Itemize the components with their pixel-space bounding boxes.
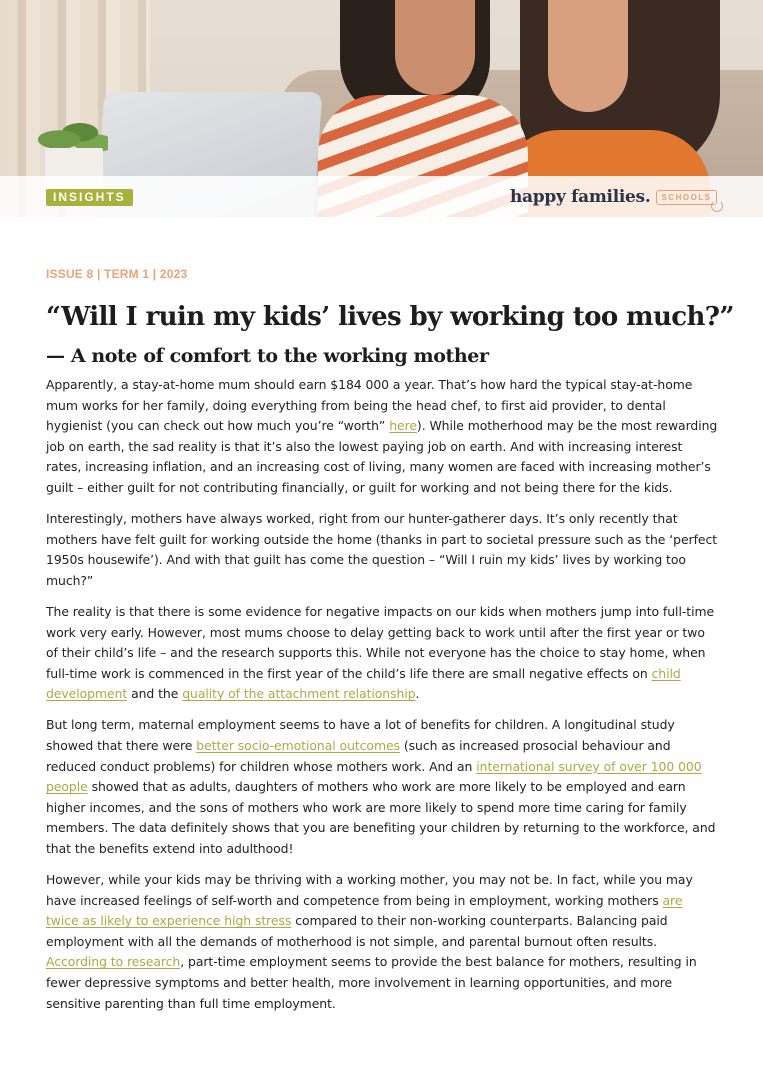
paragraph-2 bbox=[46, 509, 718, 591]
logo-swirl-icon bbox=[711, 200, 723, 212]
paragraph-5 bbox=[46, 870, 718, 1014]
paragraph-1 bbox=[46, 375, 718, 499]
logo-schools-text: SCHOOLS bbox=[661, 192, 712, 202]
logo-schools-tag bbox=[656, 190, 716, 205]
link-international-survey[interactable]: international survey of over 100 000 people bbox=[46, 758, 702, 795]
article-body bbox=[46, 375, 718, 1025]
issue-line: ISSUE 8 | TERM 1 | 2023 bbox=[46, 267, 188, 281]
p2-text-a: Interestingly, mothers have always worked, right from our hunter-gatherer days. It’s only recently that mothers have felt guilt for working outside the home (thanks in part to societal pressure such as the ‘perfect 1950s housewife’). And with that guilt has come the question – “Will I ruin my kids’ lives by working too much?” bbox=[46, 511, 718, 588]
happy-families-logo bbox=[510, 184, 717, 210]
p3-text-a: The reality is that there is some evidence for negative impacts on our kids when mothers jump into full-time work very early. However, most mums choose to delay getting back to work until after the first year or two of their child’s life – and the research supports this. While not everyone has the choice to stay home, when full-time work is commenced in the first year of the child’s life there are small negative effects on bbox=[46, 603, 715, 681]
link-child-development[interactable]: child development bbox=[46, 665, 681, 702]
article-title: “Will I ruin my kids’ lives by working too much?” bbox=[46, 302, 734, 332]
insights-badge: INSIGHTS bbox=[46, 189, 133, 206]
p4-text-b: (such as increased prosocial behaviour and reduced conduct problems) for children whose mothers work. And an bbox=[46, 738, 671, 774]
logo-wordmark: happy families. bbox=[510, 187, 651, 207]
p5-text-a: However, while your kids may be thriving with a working mother, you may not be. In fact, while you may have increased feelings of self-worth and competence from being in employment, working mothers bbox=[46, 872, 693, 908]
p1-text-a: Apparently, a stay-at-home mum should earn $184 000 a year. That’s how hard the typical stay-at-home mum works for her family, doing everything from being the head chef, to first aid provider, to dental hygienist (you can check out how much you’re “worth” bbox=[46, 377, 693, 434]
p5-text-c: , part-time employment seems to provide the best balance for mothers, resulting in fewer depressive symptoms and better health, more involvement in learning opportunities, and more sensitive parenting than full time employment. bbox=[46, 954, 697, 1011]
p4-text-c: showed that as adults, daughters of mothers who work are more likely to be employed and earn higher incomes, and the sons of mothers who work are more likely to spend more time caring for family members. The data definitely shows that you are benefiting your children by returning to the workforce, and that the benefits extend into adulthood! bbox=[46, 779, 716, 856]
link-socio-emotional-outcomes[interactable]: better socio-emotional outcomes bbox=[196, 738, 400, 753]
p4-text-a: But long term, maternal employment seems to have a lot of benefits for children. A longitudinal study showed that there were bbox=[46, 717, 675, 753]
paragraph-3 bbox=[46, 602, 718, 705]
p5-text-b: compared to their non-working counterparts. Balancing paid employment with all the demands of motherhood is not simple, and parental burnout often results. bbox=[46, 913, 668, 949]
link-here[interactable]: here bbox=[389, 418, 417, 434]
hero-daughter-face bbox=[548, 0, 628, 112]
p3-text-c: . bbox=[415, 686, 420, 702]
link-attachment-relationship[interactable]: quality of the attachment relationship bbox=[182, 686, 416, 702]
p3-text-b: and the bbox=[127, 686, 183, 702]
link-according-to-research[interactable]: According to research bbox=[46, 954, 181, 970]
hero-mother-face bbox=[395, 0, 475, 95]
paragraph-4 bbox=[46, 715, 718, 859]
article-subtitle: — A note of comfort to the working mother bbox=[46, 345, 489, 367]
p1-text-b: ). While motherhood may be the most rewarding job on earth, the sad reality is that it’s also the lowest paying job on earth. And with increasing interest rates, increasing inflation, and an increasing cost of living, many women are faced with increasing mother’s guilt – either guilt for not contributing financially, or guilt for working and not being there for the kids. bbox=[46, 418, 718, 495]
link-high-stress[interactable]: are twice as likely to experience high stress bbox=[46, 892, 683, 929]
